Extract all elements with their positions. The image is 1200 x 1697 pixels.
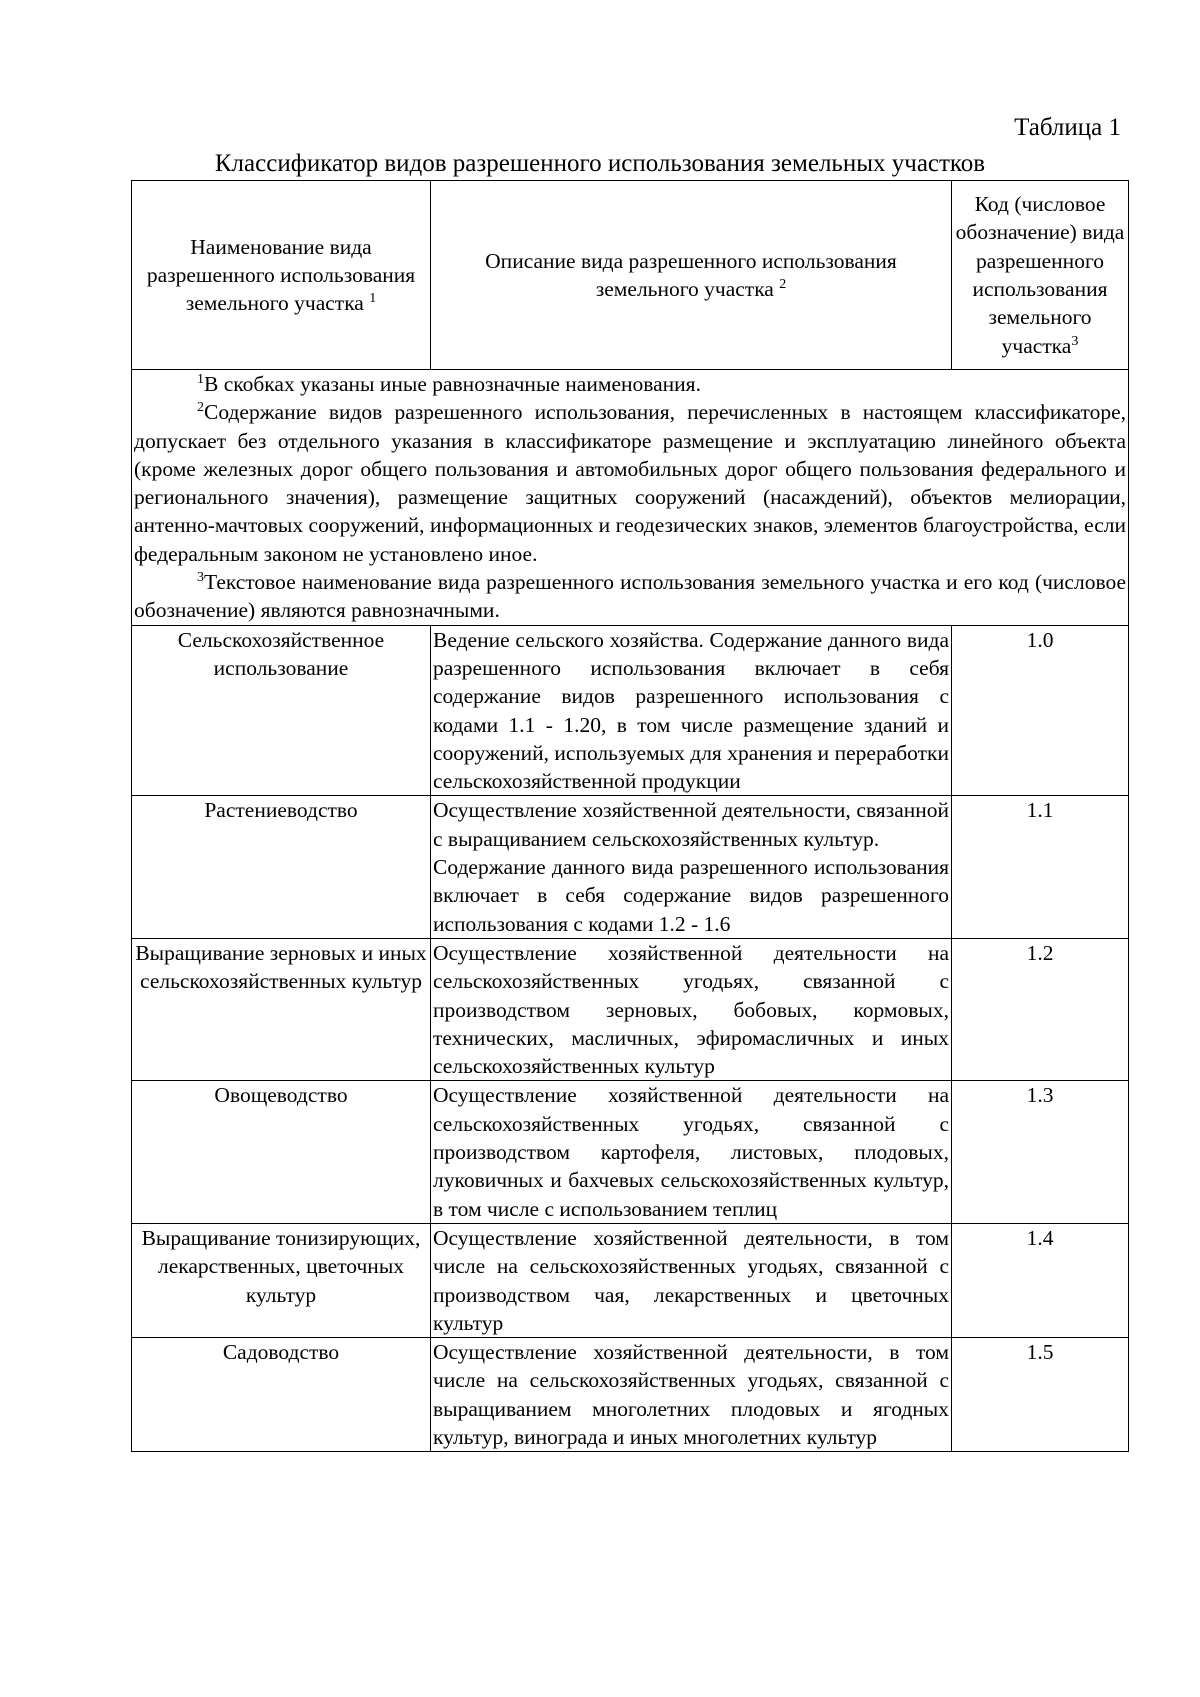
row-name: Выращивание тонизирующих, лекарственных, цветочных культур [132,1223,431,1337]
row-description [431,1223,952,1337]
row-description [431,1081,952,1223]
row-code: 1.2 [952,938,1129,1080]
description-paragraph: Ведение сельского хозяйства. Содержание данного вида разрешенного использования включает в себя содержание видов разрешенного использования с кодами 1.1 - 1.20, в том числе размещение зданий и сооружений, используемых для хранения и переработки сельскохозяйственной продукции [433,627,949,794]
header-row [132,181,1129,370]
row-code: 1.0 [952,625,1129,796]
description-paragraph: Осуществление хозяйственной деятельности, связанной с выращиванием сельскохозяйственных культур. [433,798,949,851]
header-description: Описание вида разрешенного использования земельного участка $^2$ [431,181,952,370]
header-name: Наименование вида разрешенного использования земельного участка $^1$ [132,181,431,370]
description-paragraph: Осуществление хозяйственной деятельности на сельскохозяйственных угодьях, связанной с производством зерновых, бобовых, кормовых, технических, масличных, эфиромасличных и иных сельскохозяйственных культур [433,940,949,1079]
description-paragraph: Содержание данного вида разрешенного использования включает в себя содержание видов разрешенного использования с кодами 1.2 - 1.6 [433,855,949,936]
row-name: Сельскохозяйственное использование [132,625,431,796]
notes-cell [132,370,1129,626]
notes-row [132,370,1129,626]
table-row [132,1081,1129,1223]
row-code: 1.1 [952,796,1129,938]
note-1: $^1$В скобках указаны иные равнозначные наименования. [197,371,701,396]
row-code: 1.4 [952,1223,1129,1337]
document-title: Классификатор видов разрешенного использования земельных участков [214,150,986,177]
row-name: Выращивание зерновых и иных сельскохозяйственных культур [132,938,431,1080]
footnote-ref: 3 [1071,333,1079,349]
table-row [132,625,1129,796]
row-code: 1.5 [952,1338,1129,1452]
row-description [431,938,952,1080]
note-3: $^3$Текстовое наименование вида разрешенного использования земельного участка и его код (числовое обозначение) являются равнозначными. [134,569,1126,623]
footnote-ref: 2 [779,276,787,292]
classifier-table [131,180,1129,1452]
description-paragraph: Осуществление хозяйственной деятельности на сельскохозяйственных угодьях, связанной с производством картофеля, листовых, плодовых, луковичных и бахчевых сельскохозяйственных культур, в том числе с использованием теплиц [433,1083,949,1221]
row-code: 1.3 [952,1081,1129,1223]
header-code: Код (числовое обозначение) вида разрешенного использования земельного участка$^3$ [952,181,1129,370]
row-name: Овощеводство [132,1081,431,1223]
description-paragraph: Осуществление хозяйственной деятельности, в том числе на сельскохозяйственных угодьях, связанной с выращиванием многолетних плодовых и ягодных культур, винограда и иных многолетних культур [433,1340,949,1449]
table-number-label: Таблица 1 [1014,114,1121,141]
row-name: Садоводство [132,1338,431,1452]
footnote-ref: 1 [369,290,377,306]
table-row [132,938,1129,1080]
note-2: $^2$Содержание видов разрешенного использования, перечисленных в настоящем классификаторе, допускает без отдельного указания в классификаторе размещение и эксплуатацию линейного объекта (кроме железных дорог общего пользования и автомобильных дорог общего пользования федерального и регионального значения), размещение защитных сооружений (насаждений), объектов мелиорации, антенно-мачтовых сооружений, информационных и геодезических знаков, элементов благоустройства, если федеральным законом не установлено иное. [134,400,1126,566]
row-description [431,796,952,938]
row-description [431,1338,952,1452]
row-description [431,625,952,796]
table-row [132,1338,1129,1452]
row-name: Растениеводство [132,796,431,938]
description-paragraph: Осуществление хозяйственной деятельности, в том числе на сельскохозяйственных угодьях, связанной с производством чая, лекарственных и цветочных культур [433,1225,949,1335]
table-row [132,796,1129,938]
table-row [132,1223,1129,1337]
